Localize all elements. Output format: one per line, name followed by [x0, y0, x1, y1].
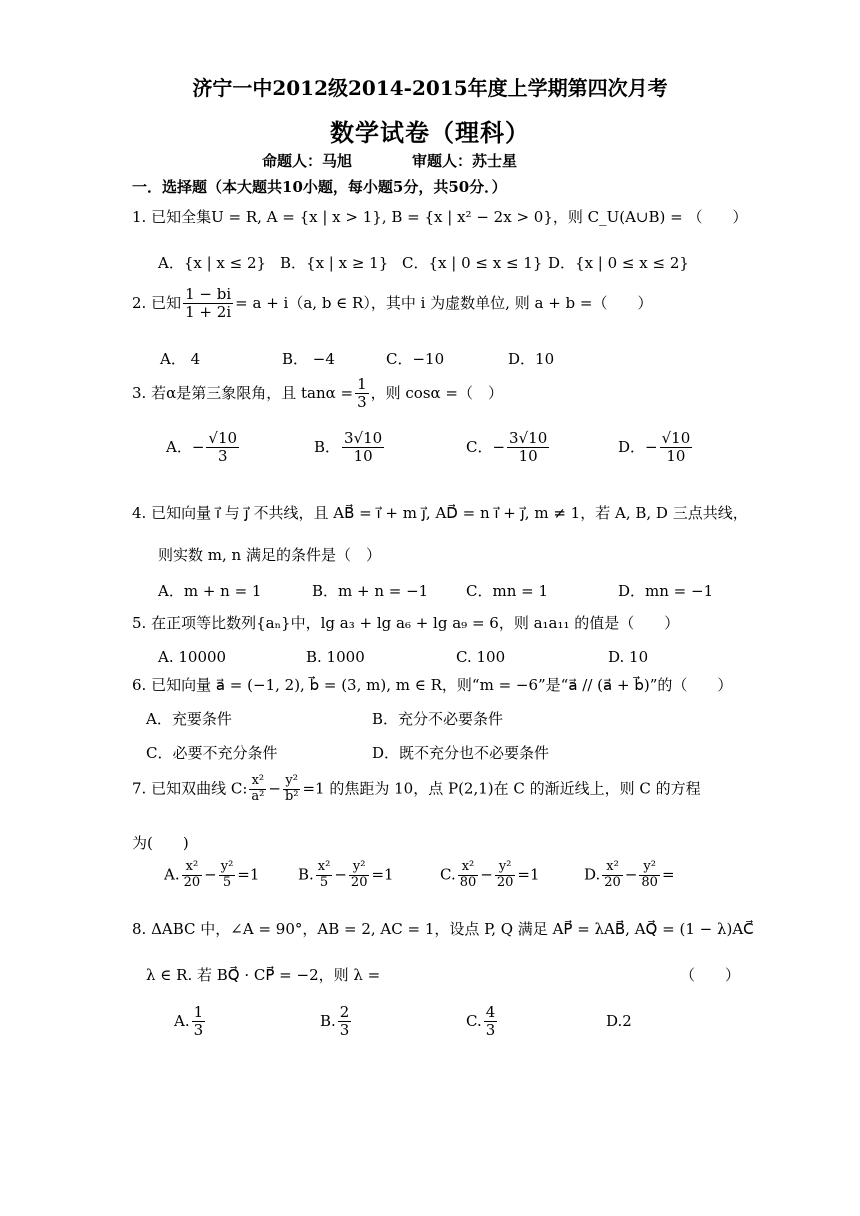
section-heading: 一．选择题（本大题共10小题，每小题5分，共50分．）	[132, 178, 507, 196]
q7-option-d: D. $\frac{\text{x²}}{20}$ − $\frac{\text{y²}}{80}$ =	[584, 859, 675, 890]
q3-frac-num: 1	[357, 375, 367, 393]
exam-subtitle: 数学试卷（理科）	[330, 118, 530, 147]
q8-option-d: D.2	[606, 1012, 632, 1030]
q4-option-b: B．m + n = −1	[312, 582, 429, 600]
q5-option-b: B. 1000	[306, 648, 365, 666]
q4-option-c: C．mn = 1	[466, 582, 549, 600]
q2-option-c: C．−10	[386, 350, 445, 368]
question-1-stem: 1. 已知全集U = R, A = {x | x > 1}, B = {x | x² − 2x > 0}，则 C_U(A∪B) = （ ）	[132, 208, 748, 226]
q7-prefix: 7. 已知双曲线 C:	[132, 779, 248, 798]
authors-line	[262, 150, 517, 171]
q1-option-d: D．{x | 0 ≤ x ≤ 2}	[548, 254, 689, 272]
q1-option-a: A．{x | x ≤ 2}	[158, 254, 267, 272]
q8-option-c: C. $\frac{4}{3}$	[466, 1003, 496, 1040]
q6-option-b: B．充分不必要条件	[372, 710, 504, 728]
author: 命题人：马旭	[262, 152, 353, 170]
q2-option-a: A． 4	[160, 350, 201, 368]
q8-option-b: B. $\frac{2}{3}$	[320, 1003, 350, 1040]
q2-prefix: 2. 已知	[132, 293, 182, 312]
q3-rest: ，则 cosα =（ ）	[370, 383, 503, 402]
q3-option-d: D．− $\frac{√10}{10}$	[618, 429, 691, 466]
q2-rest: = a + i（a, b ∈ R），其中 i 为虚数单位, 则 a + b =（ ）	[235, 293, 653, 312]
q4-option-a: A．m + n = 1	[158, 582, 262, 600]
question-8-line2: λ ∈ R. 若 BQ⃗ · CP⃗ = −2，则 λ =	[146, 966, 381, 984]
q5-option-d: D. 10	[608, 648, 649, 666]
q2-option-b: B． −4	[282, 350, 335, 368]
q2-frac-den: 1 + 2i	[185, 303, 232, 322]
question-5-stem: 5. 在正项等比数列{aₙ}中，lg a₃ + lg a₆ + lg a₉ = 6，则 a₁a₁₁ 的值是（ ）	[132, 614, 680, 632]
question-4-line1: 4. 已知向量 i⃗ 与 j⃗ 不共线，且 AB⃗ = i⃗ + m j⃗, AD⃗ = n i⃗ + j⃗, m ≠ 1，若 A, B, D 三点共线，	[132, 504, 748, 522]
q3-option-c: C．− $\frac{3√10}{10}$	[466, 429, 548, 466]
question-4-line2: 则实数 m, n 满足的条件是（ ）	[158, 546, 381, 564]
exam-title: 济宁一中2012级2014-2015年度上学期第四次月考	[192, 76, 668, 100]
q7-option-b: B. $\frac{\text{x²}}{5}$ − $\frac{\text{y²}}{20}$ =1	[298, 859, 394, 890]
q3-option-a: A．− $\frac{√10}{3}$	[166, 429, 238, 466]
question-7-line2: 为( )	[132, 834, 189, 852]
question-2-stem	[132, 286, 652, 322]
question-8-paren: （ ）	[680, 966, 741, 984]
q8-option-a: A. $\frac{1}{3}$	[174, 1003, 204, 1040]
q5-option-a: A. 10000	[158, 648, 227, 666]
q5-option-c: C. 100	[456, 648, 506, 666]
q6-option-d: D．既不充分也不必要条件	[372, 744, 550, 762]
q6-option-a: A．充要条件	[146, 710, 232, 728]
q4-option-d: D．mn = −1	[618, 582, 714, 600]
q1-option-c: C．{x | 0 ≤ x ≤ 1}	[402, 254, 543, 272]
question-3-stem	[132, 376, 503, 412]
question-8-line1: 8. ΔABC 中，∠A = 90°，AB = 2, AC = 1，设点 P, Q 满足 AP⃗ = λAB⃗, AQ⃗ = (1 − λ)AC⃗	[132, 920, 754, 938]
q3-option-b: B． $\frac{3√10}{10}$	[314, 429, 383, 466]
q7-option-a: A. $\frac{\text{x²}}{20}$ − $\frac{\text{y²}}{5}$ =1	[164, 859, 260, 890]
q3-frac-den: 3	[357, 393, 367, 412]
q3-prefix: 3. 若α是第三象限角，且 tanα =	[132, 383, 354, 402]
q7-rest: =1 的焦距为 10，点 P(2,1)在 C 的渐近线上，则 C 的方程	[302, 779, 701, 798]
q7-option-c: C. $\frac{\text{x²}}{80}$ − $\frac{\text{y²}}{20}$ =1	[440, 859, 540, 890]
q3-fraction	[355, 376, 369, 412]
q2-option-d: D．10	[508, 350, 555, 368]
q6-option-c: C．必要不充分条件	[146, 744, 278, 762]
q2-frac-num: 1 − bi	[185, 285, 232, 303]
reviewer: 审题人：苏士星	[412, 152, 518, 170]
q1-option-b: B．{x | x ≥ 1}	[280, 254, 389, 272]
question-7-stem: 7. 已知双曲线 C: $\frac{\text{x²}}{\text{a²}}$ − $\frac{\text{y²}}{\text{b²}}$ =1 的焦距为 10，点 P(2,1)在 C 的渐近线上，则 C 的方程	[132, 773, 701, 804]
q2-fraction	[183, 286, 233, 322]
question-6-stem: 6. 已知向量 a⃗ = (−1, 2), b⃗ = (3, m), m ∈ R，则“m = −6”是“a⃗ // (a⃗ + b⃗)”的（ ）	[132, 676, 733, 694]
